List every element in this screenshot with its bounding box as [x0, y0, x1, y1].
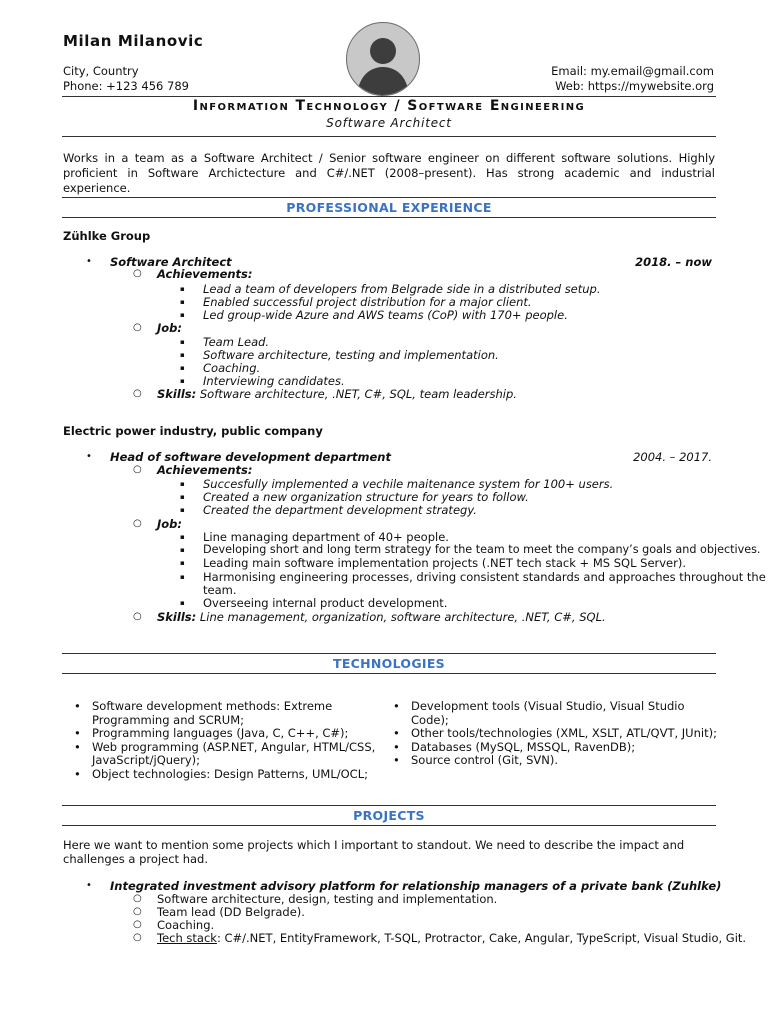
section-title-experience: PROFESSIONAL EXPERIENCE: [286, 200, 492, 215]
divider: [62, 217, 716, 218]
skills-label: Skills:: [157, 387, 197, 401]
section-title-projects: PROJECTS: [353, 808, 425, 823]
contact-left: [63, 64, 189, 94]
contact-right: [551, 64, 714, 94]
circle-glyph: ○: [133, 268, 142, 279]
section-title-technologies: TECHNOLOGIES: [333, 656, 445, 671]
circle-glyph: ○: [133, 611, 142, 622]
tech-item: • Object technologies: Design Patterns, UML/OCL;: [74, 768, 384, 782]
headline: Information Technology / Software Engineering: [192, 98, 586, 114]
square-glyph: ▪: [180, 377, 185, 385]
role-subtitle: Software Architect: [326, 116, 452, 130]
job-dates: 2018. – now: [635, 255, 712, 269]
square-glyph: ▪: [180, 285, 185, 293]
job-item-continued: team.: [203, 583, 237, 597]
skills-line: [157, 610, 606, 624]
circle-glyph: ○: [133, 919, 142, 930]
job-dates: 2004. – 2017.: [633, 450, 712, 464]
circle-glyph: ○: [133, 518, 142, 529]
project-tech-stack: [157, 931, 746, 945]
tech-stack-label: Tech stack: [157, 931, 217, 945]
tech-list-right: [393, 700, 723, 768]
projects-intro: Here we want to mention some projects which I important to standout. We need to describe the impact and challenges a project had.: [63, 838, 685, 866]
achievement-item: Created the department development strategy.: [203, 503, 477, 517]
project-title: Integrated investment advisory platform for relationship managers of a private bank (Zuhlke): [110, 879, 722, 893]
skills-value: Line management, organization, software architecture, .NET, C#, SQL.: [196, 610, 606, 624]
job-title: Head of software development department: [110, 450, 391, 464]
job-item: Coaching.: [203, 361, 261, 375]
project-item: Coaching.: [157, 918, 215, 932]
divider: [62, 805, 716, 806]
divider: [62, 825, 716, 826]
square-glyph: ▪: [180, 506, 185, 514]
achievement-item: Enabled successful project distribution for a major client.: [203, 295, 532, 309]
bullet-glyph: •: [86, 256, 92, 267]
skills-label: Skills:: [157, 610, 197, 624]
square-glyph: ▪: [180, 298, 185, 306]
skills-line: [157, 387, 517, 401]
job-item: Software architecture, testing and implementation.: [203, 348, 499, 362]
job-label: Job:: [157, 517, 183, 531]
circle-glyph: ○: [133, 322, 142, 333]
company-name: Zühlke Group: [63, 229, 151, 243]
square-glyph: ▪: [180, 338, 185, 346]
tech-stack-value: : C#/.NET, EntityFramework, T-SQL, Protractor, Cake, Angular, TypeScript, Visual Studio, Git.: [216, 931, 747, 945]
circle-glyph: ○: [133, 388, 142, 399]
divider: [62, 136, 716, 137]
company-name: Electric power industry, public company: [63, 424, 323, 438]
achievements-label: Achievements:: [157, 463, 253, 477]
square-glyph: ▪: [180, 533, 185, 541]
bullet-glyph: •: [86, 880, 92, 891]
bullet-glyph: •: [86, 451, 92, 462]
circle-glyph: ○: [133, 464, 142, 475]
job-item: Overseeing internal product development.: [203, 596, 448, 610]
circle-glyph: ○: [133, 932, 142, 943]
job-item: Leading main software implementation projects (.NET tech stack + MS SQL Server).: [203, 556, 686, 570]
tech-item: • Web programming (ASP.NET, Angular, HTML/CSS, JavaScript/jQuery);: [74, 741, 384, 768]
job-item: Interviewing candidates.: [203, 374, 345, 388]
avatar-placeholder: [346, 22, 420, 96]
location: City, Country: [63, 64, 139, 78]
achievements-label: Achievements:: [157, 267, 253, 281]
square-glyph: ▪: [180, 546, 185, 554]
square-glyph: ▪: [180, 351, 185, 359]
achievement-item: Succesfully implemented a vechile maitenance system for 100+ users.: [203, 477, 614, 491]
achievement-item: Led group-wide Azure and AWS teams (CoP) with 170+ people.: [203, 308, 568, 322]
divider: [62, 653, 716, 654]
summary: Works in a team as a Software Architect / Senior software engineer on different software solutions. Highly proficient in Software Archictecture and C#/.NET (2008–present). Has strong academic and industrial experience.: [63, 151, 715, 195]
project-item: Team lead (DD Belgrade).: [157, 905, 305, 919]
job-title: Software Architect: [110, 255, 232, 269]
website: Web: https://mywebsite.org: [555, 79, 714, 93]
tech-item: • Software development methods: Extreme Programming and SCRUM;: [74, 700, 384, 727]
person-icon: [347, 23, 419, 95]
divider: [62, 673, 716, 674]
divider: [62, 96, 716, 97]
achievement-item: Created a new organization structure for years to follow.: [203, 490, 529, 504]
square-glyph: ▪: [180, 364, 185, 372]
skills-value: Software architecture, .NET, C#, SQL, team leadership.: [196, 387, 517, 401]
job-item: Team Lead.: [203, 335, 270, 349]
job-label: Job:: [157, 321, 183, 335]
square-glyph: ▪: [180, 599, 185, 607]
circle-glyph: ○: [133, 906, 142, 917]
square-glyph: ▪: [180, 573, 185, 581]
project-item: Software architecture, design, testing and implementation.: [157, 892, 498, 906]
resume-name: Milan Milanovic: [63, 32, 204, 50]
job-item: Line managing department of 40+ people.: [203, 530, 449, 544]
job-item: Developing short and long term strategy for the team to meet the company’s goals and objectives.: [203, 543, 761, 556]
divider: [62, 197, 716, 198]
tech-item: • Development tools (Visual Studio, Visual Studio Code);: [393, 700, 723, 727]
tech-item: • Source control (Git, SVN).: [393, 754, 723, 768]
circle-glyph: ○: [133, 893, 142, 904]
tech-item: • Databases (MySQL, MSSQL, RavenDB);: [393, 741, 723, 755]
phone: Phone: +123 456 789: [63, 79, 189, 93]
square-glyph: ▪: [180, 311, 185, 319]
tech-list-left: [74, 700, 384, 781]
tech-item: • Other tools/technologies (XML, XSLT, ATL/QVT, JUnit);: [393, 727, 723, 741]
square-glyph: ▪: [180, 559, 185, 567]
tech-item: • Programming languages (Java, C, C++, C#);: [74, 727, 384, 741]
email: Email: my.email@gmail.com: [551, 64, 714, 78]
square-glyph: ▪: [180, 480, 185, 488]
job-item: Harmonising engineering processes, driving consistent standards and approaches throughout the: [203, 570, 766, 584]
achievement-item: Lead a team of developers from Belgrade side in a distributed setup.: [203, 282, 601, 296]
square-glyph: ▪: [180, 493, 185, 501]
